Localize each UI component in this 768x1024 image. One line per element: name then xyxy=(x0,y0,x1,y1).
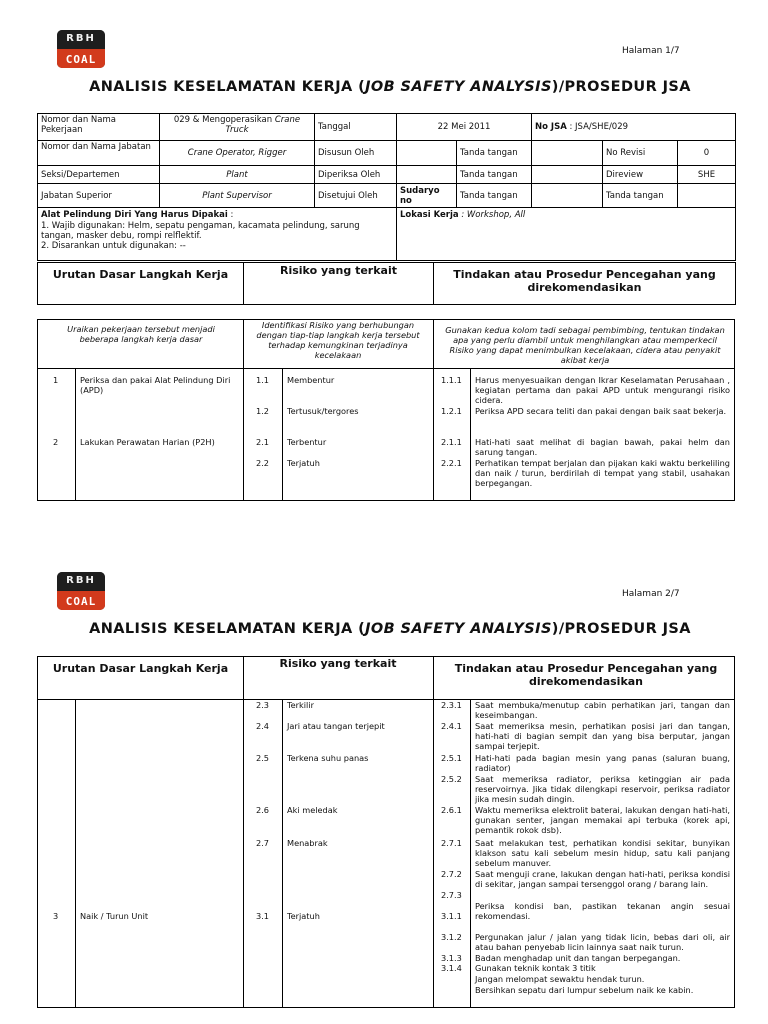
document-title: ANALISIS KESELAMATAN KERJA (JOB SAFETY ANALYSIS)/PROSEDUR JSA xyxy=(89,621,691,637)
action-no: 2.7.2 xyxy=(441,869,462,879)
col-header-steps: Urutan Dasar Langkah Kerja xyxy=(38,263,244,305)
direview-label: Direview xyxy=(603,166,678,184)
action-no: 3.1.4 xyxy=(441,963,462,973)
action-no: 1.1.1 xyxy=(441,375,462,385)
risk-text: Terjatuh xyxy=(287,911,320,921)
risk-text: Menabrak xyxy=(287,838,328,848)
steps-table-page2 xyxy=(37,656,735,1008)
col-header-actions: Tindakan atau Prosedur Pencegahan yang direkomendasikan xyxy=(434,263,736,305)
risk-text: Jari atau tangan terjepit xyxy=(287,721,385,731)
logo-top-text: RBH xyxy=(57,30,105,47)
action-text: Periksa APD secara teliti dan pakai dengan baik saat bekerja. xyxy=(475,406,727,416)
jabatan-value: Crane Operator, Rigger xyxy=(160,141,315,166)
action-text: Jangan melompat sewaktu hendak turun. xyxy=(475,974,645,984)
action-text: Perhatikan tempat berjalan dan pijakan kaki waktu berkeliling dan naik / turun, berdirilah di tempat yang stabil, usahakan berpegangan. xyxy=(475,458,730,488)
ttd-disetujui: Tanda tangan xyxy=(457,184,532,208)
action-text: Hati-hati pada bagian mesin yang panas (saluran buang, radiator) xyxy=(475,753,730,773)
disusun-label: Disusun Oleh xyxy=(315,141,397,166)
job-info-table xyxy=(37,113,736,261)
action-no: 3.1.3 xyxy=(441,953,462,963)
disusun-name xyxy=(397,141,457,166)
risk-text: Terkena suhu panas xyxy=(287,753,369,763)
col-header-risks: Risiko yang terkait xyxy=(279,657,397,670)
action-text: Pergunakan jalur / jalan yang tidak licin, bebas dari oli, air atau bahan penyebab licin lainnya saat naik turun. xyxy=(475,932,730,952)
logo-top-text: RBH xyxy=(57,572,105,589)
logo-bottom-text: COAL xyxy=(57,589,105,610)
action-text: Saat memeriksa radiator, periksa ketinggian air pada reservoirnya. Jika tidak dilengkapi reservoir, periksa radiator jika mesin sudah dingin. xyxy=(475,774,730,804)
document-title: ANALISIS KESELAMATAN KERJA (JOB SAFETY ANALYSIS)/PROSEDUR JSA xyxy=(89,79,691,95)
guide-risks: Identifikasi Risiko yang berhubungan dengan tiap-tiap langkah kerja tersebut terhadap kemungkinan terjadinya kecelakaan xyxy=(256,320,420,360)
risk-no: 1.1 xyxy=(256,375,270,385)
company-logo xyxy=(57,572,105,610)
action-text: Saat menguji crane, lakukan dengan hati-hati, periksa kondisi di sekitar, jangan sampai tersenggol orang / barang lain. xyxy=(475,869,730,889)
action-text: Gunakan teknik kontak 3 titik xyxy=(475,963,596,973)
disetujui-label: Disetujui Oleh xyxy=(315,184,397,208)
ttd-superior: Tanda tangan xyxy=(603,184,678,208)
action-no: 3.1.2 xyxy=(441,932,462,942)
col-header-steps: Urutan Dasar Langkah Kerja xyxy=(52,662,229,675)
nomor-value: 029 & Mengoperasikan Crane Truck xyxy=(160,114,315,141)
page-number: Halaman 1/7 xyxy=(622,46,680,56)
ttd-disetujui-space xyxy=(532,184,603,208)
page-number: Halaman 2/7 xyxy=(622,589,680,599)
action-no: 3.1.1 xyxy=(441,911,462,921)
risk-no: 2.5 xyxy=(256,753,270,763)
action-no: 2.5.2 xyxy=(441,774,462,784)
seksi-label: Seksi/Departemen xyxy=(38,166,160,184)
ttd-superior-space xyxy=(678,184,736,208)
superior-value: Plant Supervisor xyxy=(160,184,315,208)
risk-text: Terbentur xyxy=(287,437,327,447)
action-no: 2.7.3 xyxy=(441,890,462,900)
risk-no: 2.3 xyxy=(256,700,270,710)
jabatan-label: Nomor dan Nama Jabatan xyxy=(38,141,160,166)
action-text: Hati-hati saat melihat di bagian bawah, pakai helm dan sarung tangan. xyxy=(475,437,730,457)
action-no: 2.4.1 xyxy=(441,721,462,731)
action-no: 2.1.1 xyxy=(441,437,462,447)
ttd-disusun: Tanda tangan xyxy=(457,141,532,166)
step-text: Lakukan Perawatan Harian (P2H) xyxy=(80,437,215,447)
tanggal-label: Tanggal xyxy=(315,114,397,141)
action-no: 2.6.1 xyxy=(441,805,462,815)
logo-bottom-text: COAL xyxy=(57,47,105,68)
col-header-risks: Risiko yang terkait xyxy=(244,263,434,305)
guide-steps: Uraikan pekerjaan tersebut menjadi beberapa langkah kerja dasar xyxy=(67,324,215,344)
diperiksa-label: Diperiksa Oleh xyxy=(315,166,397,184)
disetujui-name: Sudaryo no xyxy=(397,184,457,208)
company-logo xyxy=(57,30,105,68)
no-jsa: No JSA : JSA/SHE/029 xyxy=(532,114,736,141)
diperiksa-name xyxy=(397,166,457,184)
action-text: Saat memeriksa mesin, perhatikan posisi jari dan tangan, hati-hati di bagian sempit dan yang bisa berputar, jangan sampai terjepit. xyxy=(475,721,730,751)
risk-text: Membentur xyxy=(287,375,335,385)
risk-text: Terjatuh xyxy=(287,458,320,468)
apd-section: Alat Pelindung Diri Yang Harus Dipakai : 1. Wajib digunakan: Helm, sepatu pengaman, kacamata pelindung, sarung tangan, masker debu, rompi relflektif. 2. Disarankan untuk digunakan: -- xyxy=(38,208,397,261)
risk-no: 2.4 xyxy=(256,721,270,731)
seksi-value: Plant xyxy=(160,166,315,184)
revisi-value: 0 xyxy=(678,141,736,166)
direview-value: SHE xyxy=(678,166,736,184)
risk-no: 2.6 xyxy=(256,805,270,815)
risk-text: Tertusuk/tergores xyxy=(287,406,359,416)
action-no: 2.7.1 xyxy=(441,838,462,848)
step-no: 2 xyxy=(53,437,59,447)
step-no: 1 xyxy=(53,375,59,385)
superior-label: Jabatan Superior xyxy=(38,184,160,208)
apd-item-1: 1. Wajib digunakan: Helm, sepatu pengaman, kacamata pelindung, sarung tangan, masker debu, rompi relflektif. xyxy=(41,221,360,241)
revisi-label: No Revisi xyxy=(603,141,678,166)
steps-table-page1 xyxy=(37,319,735,501)
action-no: 2.3.1 xyxy=(441,700,462,710)
risk-text: Aki meledak xyxy=(287,805,338,815)
ttd-diperiksa-space xyxy=(532,166,603,184)
risk-no: 1.2 xyxy=(256,406,270,416)
risk-no: 2.7 xyxy=(256,838,270,848)
risk-no: 2.2 xyxy=(256,458,270,468)
risk-text: Terkilir xyxy=(287,700,314,710)
col-header-actions: Tindakan atau Prosedur Pencegahan yang direkomendasikan xyxy=(454,662,718,688)
step-no: 3 xyxy=(53,911,59,921)
action-text: Saat melakukan test, perhatikan kondisi sekitar, bunyikan klakson satu kali sebelum mesin hidup, satu kali panjang sebelum manuver. xyxy=(475,838,730,868)
apd-item-2: 2. Disarankan untuk digunakan: -- xyxy=(41,241,186,251)
lokasi-section: Lokasi Kerja : Workshop, All xyxy=(397,208,736,261)
risk-no: 3.1 xyxy=(256,911,270,921)
action-text: Saat membuka/menutup cabin perhatikan jari, tangan dan keseimbangan. xyxy=(475,700,730,720)
steps-header-table xyxy=(37,262,736,305)
ttd-diperiksa: Tanda tangan xyxy=(457,166,532,184)
action-text: Harus menyesuaikan dengan Ikrar Keselamatan Perusahaan , kegiatan pertama dan pakai APD untuk mengurangi risiko cidera. xyxy=(475,375,730,405)
ttd-disusun-space xyxy=(532,141,603,166)
action-no: 1.2.1 xyxy=(441,406,462,416)
action-text: Bersihkan sepatu dari lumpur sebelum naik ke kabin. xyxy=(475,985,694,995)
nomor-label: Nomor dan Nama Pekerjaan xyxy=(38,114,160,141)
guide-actions: Gunakan kedua kolom tadi sebagai pembimbing, tentukan tindakan apa yang perlu diambil untuk menghilangkan atau memperkecil Risiko yang dapat menimbulkan kecelakaan, cidera atau penyakit akibat kerja xyxy=(445,325,725,365)
action-text: Waktu memeriksa elektrolit baterai, lakukan dengan hati-hati, gunakan senter, jangan memakai api terbuka (korek api, pemantik rokok dsb). xyxy=(475,805,730,835)
action-text: Badan menghadap unit dan tangan berpegangan. xyxy=(475,953,681,963)
risk-no: 2.1 xyxy=(256,437,270,447)
action-text: Periksa kondisi ban, pastikan tekanan angin sesuai rekomendasi. xyxy=(475,901,730,921)
step-text: Periksa dan pakai Alat Pelindung Diri (APD) xyxy=(80,375,231,395)
step-text: Naik / Turun Unit xyxy=(80,911,149,921)
action-no: 2.2.1 xyxy=(441,458,462,468)
tanggal-value: 22 Mei 2011 xyxy=(397,114,532,141)
action-no: 2.5.1 xyxy=(441,753,462,763)
